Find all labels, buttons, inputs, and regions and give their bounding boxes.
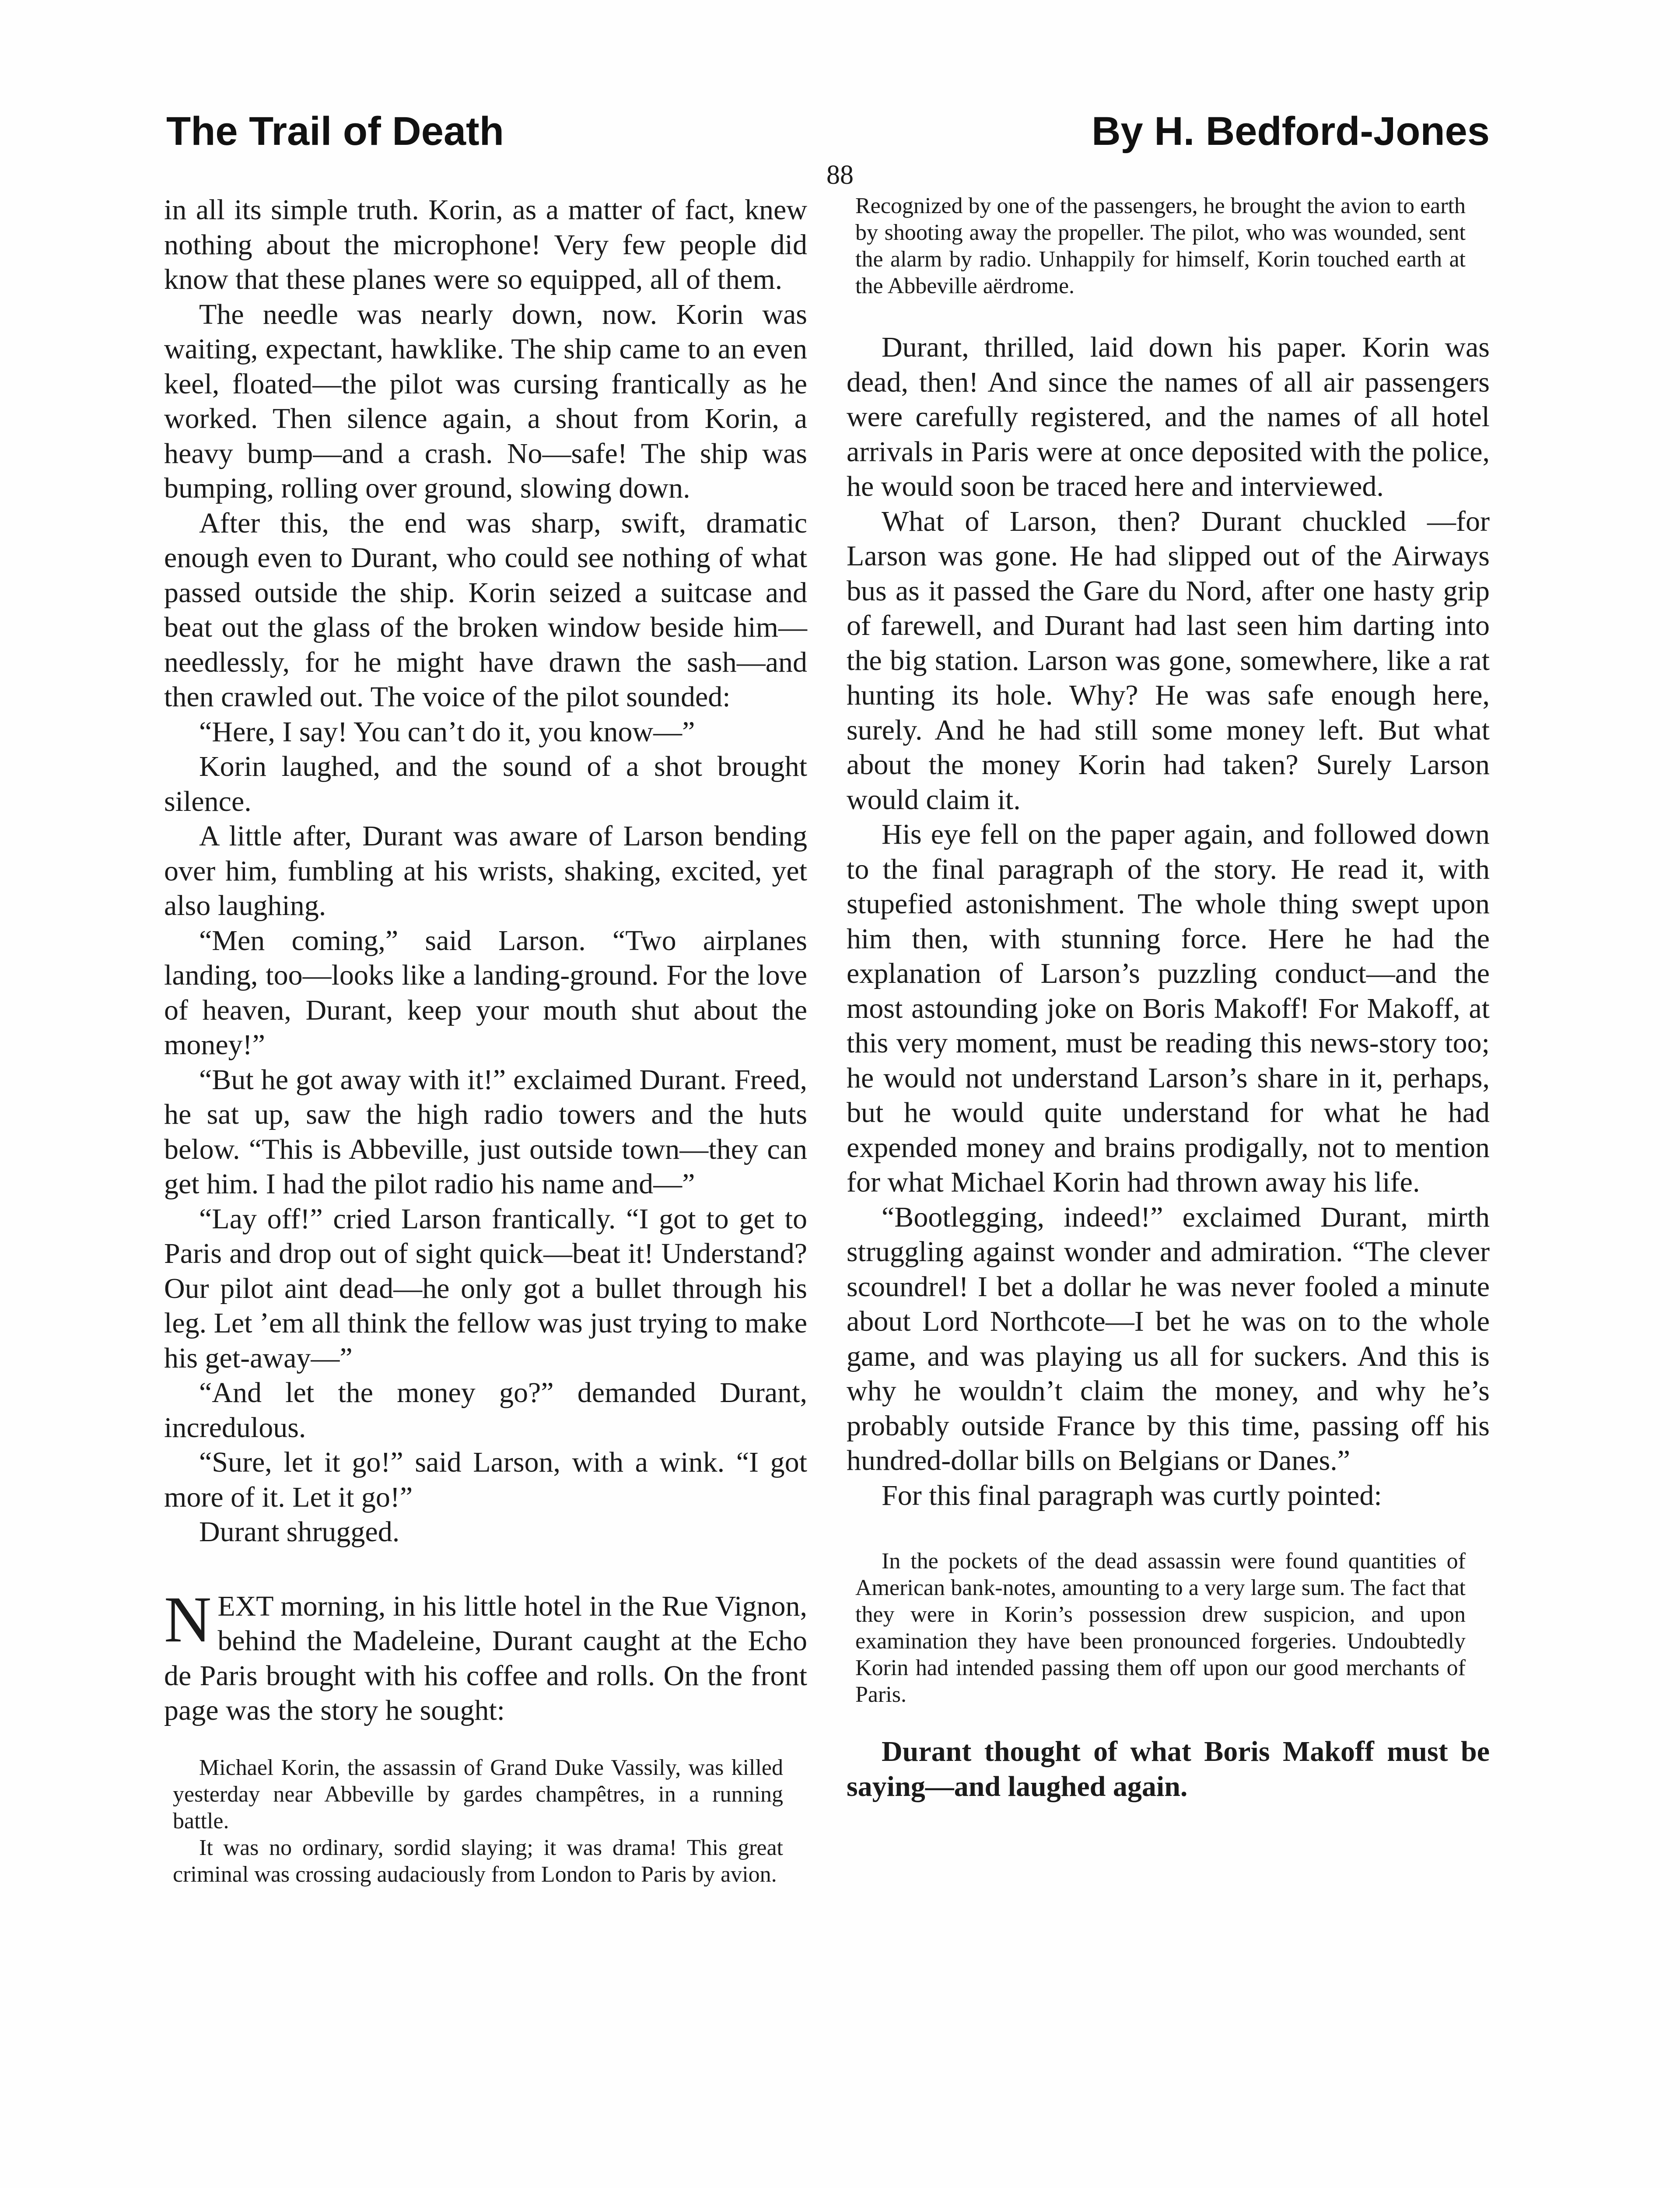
paragraph: in all its simple truth. Korin, as a matter of fact, knew nothing about the microphone! Very few people did know that these planes were so equipped, all of them. xyxy=(164,194,807,295)
paragraph: Korin laughed, and the sound of a shot brought silence. xyxy=(164,750,807,817)
page-header xyxy=(166,105,1490,166)
excerpt-paragraph: It was no ordinary, sordid slaying; it was drama! This great criminal was crossing audaciously from London to Paris by avion. xyxy=(173,1835,783,1887)
author-byline: By H. Bedford-Jones xyxy=(1092,109,1490,154)
right-column xyxy=(847,193,1490,1804)
paragraph: For this final paragraph was curtly pointed: xyxy=(882,1479,1382,1511)
paragraph: “Here, I say! You can’t do it, you know—” xyxy=(199,715,695,748)
page-number: 88 xyxy=(826,160,854,190)
paragraph: Durant shrugged. xyxy=(199,1516,400,1548)
excerpt-paragraph: Michael Korin, the assassin of Grand Duke Vassily, was killed yesterday near Abbeville by gardes champêtres, in a running battle. xyxy=(173,1755,783,1834)
news-excerpt xyxy=(164,1754,807,1888)
paragraph: “But he got away with it!” exclaimed Durant. Freed, he sat up, saw the high radio towers and the huts below. “This is Abbeville, just outside town—they can get him. I had the pilot radio his name and—” xyxy=(164,1063,807,1200)
paragraph: “Bootlegging, indeed!” exclaimed Durant, mirth struggling against wonder and admiration. “The clever scoundrel! I bet a dollar he was never fooled a minute about Lord Northcote—I bet he was on to the whole game, and was playing us all for suckers. And this is why he wouldn’t claim the money, and why he’s probably outside France by this time, passing off his hundred-dollar bills on Belgians or Danes.” xyxy=(847,1201,1490,1476)
paragraph: “Men coming,” said Larson. “Two airplanes landing, too—looks like a landing-ground. For the love of heaven, Durant, keep your mouth shut about the money!” xyxy=(164,924,807,1061)
closing-paragraph: Durant thought of what Boris Makoff must be saying—and laughed again. xyxy=(847,1736,1490,1802)
excerpt-paragraph: Recognized by one of the passengers, he brought the avion to earth by shooting away the propeller. The pilot, who was wounded, sent the alarm by radio. Unhappily for himself, Korin touched earth at the Abbeville aërdrome. xyxy=(855,193,1466,298)
section-opening-paragraph xyxy=(164,1583,807,1728)
paragraph: “And let the money go?” demanded Durant, incredulous. xyxy=(164,1377,807,1444)
left-column xyxy=(164,193,807,1914)
paragraph: What of Larson, then? Durant chuckled —for Larson was gone. He had slipped out of the Airways bus as it passed the Gare du Nord, after one hasty grip of farewell, and Durant had last seen him darting into the big station. Larson was gone, somewhere, like a rat hunting its hole. Why? He was safe enough here, surely. And he had still some money left. But what about the money Korin had taken? Surely Larson would claim it. xyxy=(847,505,1490,816)
story-title: The Trail of Death xyxy=(166,109,504,154)
paragraph: “Lay off!” cried Larson frantically. “I got to get to Paris and drop out of sight quick—beat it! Understand? Our pilot aint dead—he only got a bullet through his leg. Let ’em all think the fellow was just trying to make his get-away—” xyxy=(164,1203,807,1374)
paragraph: “Sure, let it go!” said Larson, with a wink. “I got more of it. Let it go!” xyxy=(164,1446,807,1513)
section-opening-text: EXT morning, in his little hotel in the Rue Vignon, behind the Madeleine, Durant caught at the Echo de Paris brought with his coffee and rolls. On the front page was the story he sought: xyxy=(164,1590,807,1726)
paragraph: After this, the end was sharp, swift, dramatic enough even to Durant, who could see nothing of what passed outside the ship. Korin seized a suitcase and beat out the glass of the broken window beside him—needlessly, for he might have drawn the sash—and then crawled out. The voice of the pilot sounded: xyxy=(164,507,807,713)
news-excerpt-final xyxy=(847,1548,1490,1708)
news-excerpt-continued xyxy=(847,193,1490,299)
paragraph: The needle was nearly down, now. Korin was waiting, expectant, hawklike. The ship came to an even keel, floated—the pilot was cursing frantically as he worked. Then silence again, a shout from Korin, a heavy bump—and a crash. No—safe! The ship was bumping, rolling over ground, slowing down. xyxy=(164,298,807,504)
paragraph: A little after, Durant was aware of Larson bending over him, fumbling at his wrists, shaking, excited, yet also laughing. xyxy=(164,820,807,922)
excerpt-paragraph: In the pockets of the dead assassin were found quantities of American bank-notes, amounting to a very large sum. The fact that they were in Korin’s possession drew suspicion, and upon examination they have been pronounced forgeries. Undoubtedly Korin had intended passing them off upon our good merchants of Paris. xyxy=(855,1549,1466,1707)
section-break xyxy=(164,1583,807,1728)
paragraph: Durant, thrilled, laid down his paper. Korin was dead, then! And since the names of all air passengers were carefully registered, and the names of all hotel arrivals in Paris were at once deposited with the police, he would soon be traced here and interviewed. xyxy=(847,331,1490,502)
paragraph: His eye fell on the paper again, and followed down to the final paragraph of the story. He read it, with stupefied astonishment. The whole thing swept upon him then, with stunning force. Here he had the explanation of Larson’s puzzling conduct—and the most astounding joke on Boris Makoff! For Makoff, at this very moment, must be reading this news-story too; he would not understand Larson’s share in it, perhaps, but he would quite understand for what he had expended money and brains prodigally, not to mention for what Michael Korin had thrown away his life. xyxy=(847,818,1490,1198)
drop-cap: N xyxy=(164,1583,212,1656)
